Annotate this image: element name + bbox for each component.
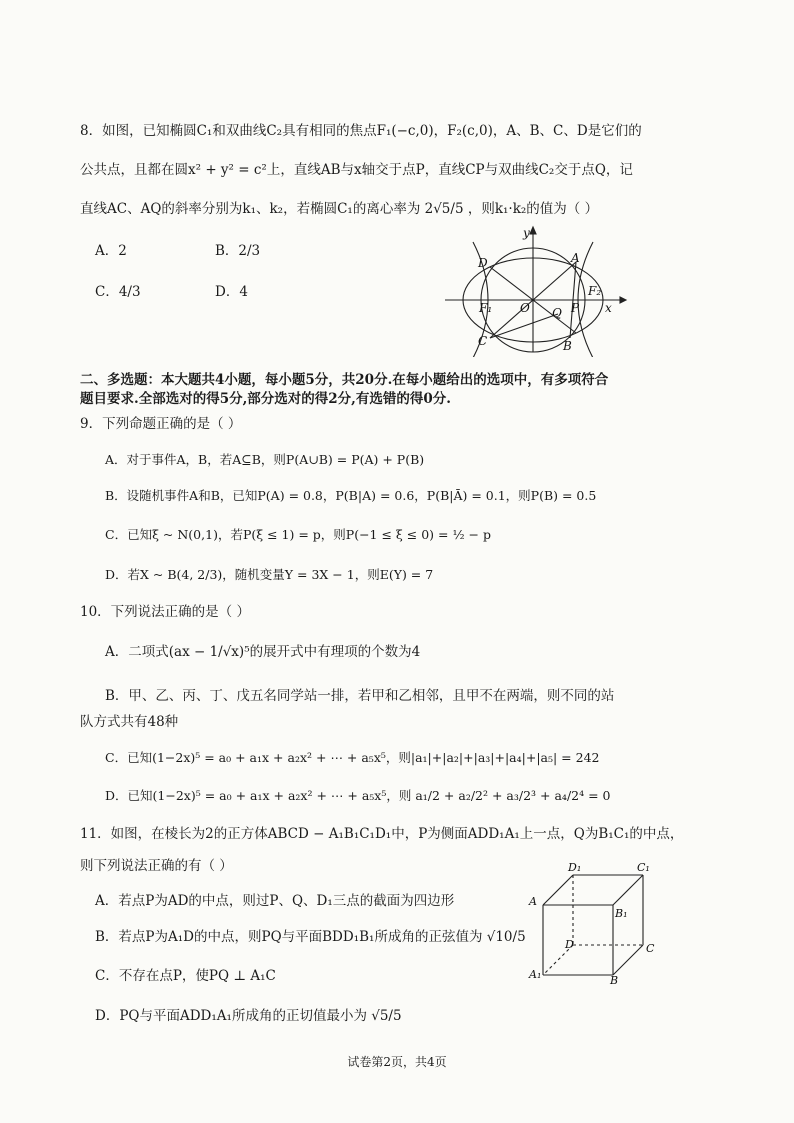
label-a1: A₁ (529, 968, 542, 981)
label-a: A (571, 251, 580, 265)
label-f1: F₁ (479, 301, 493, 315)
label-p: P (571, 301, 580, 315)
q8-stem-line3: 直线AC、AQ的斜率分别为k₁、k₂，若椭圆C₁的离心率为 2√5/5 ，则k₁·k₂的值为（ ） (80, 201, 599, 217)
q10-option-a: A．二项式(ax − 1/√x)⁵的展开式中有理项的个数为4 (105, 644, 421, 660)
q9-option-a: A．对于事件A，B，若A⊆B，则P(A∪B) = P(A) + P(B) (105, 452, 425, 467)
q8-stem-line1: 8．如图，已知椭圆C₁和双曲线C₂具有相同的焦点F₁(−c,0)，F₂(c,0)，A、B、C、D是它们的 (80, 123, 642, 139)
q11-option-b: B．若点P为A₁D的中点，则PQ与平面BDD₁B₁所成角的正弦值为 √10/5 (95, 929, 526, 945)
segment-cq (490, 314, 558, 338)
q8-option-a: A．2 (95, 243, 127, 259)
q9-option-d: D．若X ~ B(4, 2/3)，随机变量Y = 3X − 1，则E(Y) = 7 (105, 567, 434, 582)
q11-option-d: D．PQ与平面ADD₁A₁所成角的正切值最小为 √5/5 (95, 1008, 402, 1024)
section-2-line2: 题目要求.全部选对的得5分,部分选对的得2分,有选错的得0分. (80, 391, 451, 407)
q11-stem-line2: 则下列说法正确的有（ ） (80, 858, 233, 874)
label-q: Q (552, 306, 562, 320)
q9-option-b: B．设随机事件A和B，已知P(A) = 0.8，P(B|A) = 0.6，P(B|Ā) = 0.1，则P(B) = 0.5 (105, 488, 597, 503)
q9-stem: 9．下列命题正确的是（ ） (80, 416, 242, 432)
label-d: D (478, 256, 488, 270)
q11-stem-line1: 11．如图，在棱长为2的正方体ABCD − A₁B₁C₁D₁中，P为侧面ADD₁A₁上一点，Q为B₁C₁的中点， (80, 826, 684, 842)
label-a-upper: A (529, 895, 537, 908)
y-axis-arrow (530, 227, 536, 234)
label-f2: F₂ (588, 284, 602, 298)
label-y: y (523, 226, 530, 240)
q8-stem-line2: 公共点，且都在圆x² + y² = c²上，直线AB与x轴交于点P，直线CP与双曲线C₂交于点Q，记 (80, 162, 633, 178)
q8-ellipse-hyperbola-figure (445, 222, 630, 357)
q8-option-c: C．4/3 (95, 284, 141, 300)
q10-option-c: C．已知(1−2x)⁵ = a₀ + a₁x + a₂x² + ⋯ + a₅x⁵，则|a₁|+|a₂|+|a₃|+|a₄|+|a₅| = 242 (105, 750, 600, 765)
label-d1: D₁ (568, 861, 582, 874)
label-c: C (646, 942, 655, 955)
q10-stem: 10．下列说法正确的是（ ） (80, 604, 250, 620)
label-d: D (565, 938, 574, 951)
q8-option-b: B．2/3 (215, 243, 261, 259)
label-c: C (478, 334, 488, 348)
q10-option-b-line2: 队方式共有48种 (80, 714, 179, 730)
label-b: B (610, 974, 619, 985)
q8-option-d: D．4 (215, 284, 248, 300)
label-b: B (563, 339, 572, 353)
q10-option-b-line1: B．甲、乙、丙、丁、戊五名同学站一排，若甲和乙相邻，且甲不在两端，则不同的站 (105, 688, 615, 704)
x-axis-arrow (620, 297, 626, 303)
q11-cube-figure (525, 860, 665, 985)
section-2-line1: 二、多选题：本大题共4小题，每小题5分，共20分.在每小题给出的选项中，有多项符合 (80, 372, 609, 388)
q9-option-c: C．已知ξ ~ N(0,1)，若P(ξ ≤ 1) = p，则P(−1 ≤ ξ ≤ 0) = ½ − p (105, 527, 492, 542)
page-footer: 试卷第2页，共4页 (347, 1055, 447, 1069)
label-c1: C₁ (637, 861, 650, 874)
q10-option-d: D．已知(1−2x)⁵ = a₀ + a₁x + a₂x² + ⋯ + a₅x⁵，则 a₁/2 + a₂/2² + a₃/2³ + a₄/2⁴ = 0 (105, 788, 611, 803)
label-o: O (520, 301, 530, 315)
q11-option-c: C．不存在点P，使PQ ⊥ A₁C (95, 968, 276, 984)
label-x: x (605, 301, 612, 315)
label-b1: B₁ (615, 907, 628, 920)
q11-option-a: A．若点P为AD的中点，则过P、Q、D₁三点的截面为四边形 (95, 893, 455, 909)
